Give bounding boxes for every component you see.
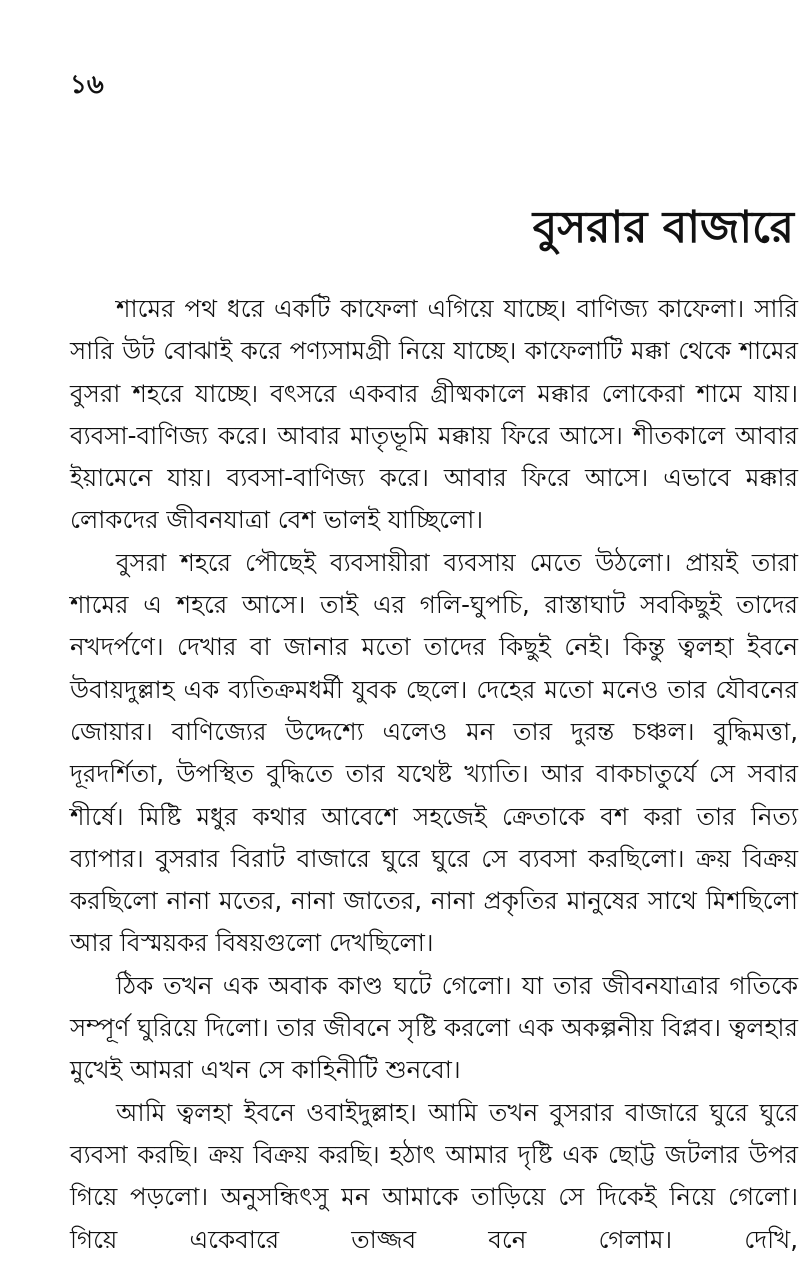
chapter-title: বুসরার বাজারে	[532, 202, 794, 253]
body-text	[70, 288, 798, 1261]
paragraph: শামের পথ ধরে একটি কাফেলা এগিয়ে যাচ্ছে। বাণিজ্য কাফেলা। সারি সারি উট বোঝাই করে পণ্যসামগ্রী নিয়ে যাচ্ছে। কাফেলাটি মক্কা থেকে শামের বুসরা শহরে যাচ্ছে। বৎসরে একবার গ্রীষ্মকালে মক্কার লোকেরা শামে যায়। ব্যবসা-বাণিজ্য করে। আবার মাতৃভূমি মক্কায় ফিরে আসে। শীতকালে আবার ইয়ামেনে যায়। ব্যবসা-বাণিজ্য করে। আবার ফিরে আসে। এভাবে মক্কার লোকদের জীবনযাত্রা বেশ ভালই যাচ্ছিলো।	[70, 294, 798, 535]
page-number: ১৬	[70, 70, 104, 100]
paragraph: ঠিক তখন এক অবাক কাণ্ড ঘটে গেলো। যা তার জীবনযাত্রার গতিকে সম্পূর্ণ ঘুরিয়ে দিলো। তার জীবনে সৃষ্টি করলো এক অকল্পনীয় বিপ্লব। ত্বলহার মুখেই আমরা এখন সে কাহিনীটি শুনবো।	[70, 970, 798, 1085]
paragraph: বুসরা শহরে পৌছেই ব্যবসায়ীরা ব্যবসায় মেতে উঠলো। প্রায়ই তারা শামের এ শহরে আসে। তাই এর গলি-ঘুপচি, রাস্তাঘাট সবকিছুই তাদের নখদর্পণে। দেখার বা জানার মতো তাদের কিছুই নেই। কিন্তু ত্বলহা ইবনে উবায়দুল্লাহ এক ব্যতিক্রমধর্মী যুবক ছেলে। দেহের মতো মনেও তার যৌবনের জোয়ার। বাণিজ্যের উদ্দেশ্যে এলেও মন তার দুরন্ত চঞ্চল। বুদ্ধিমত্তা, দূরদর্শিতা, উপস্থিত বুদ্ধিতে তার যথেষ্ট খ্যাতি। আর বাকচাতুর্যে সে সবার শীর্ষে। মিষ্টি মধুর কথার আবেশে সহজেই ক্রেতাকে বশ করা তার নিত্য ব্যাপার। বুসরার বিরাট বাজারে ঘুরে ঘুরে সে ব্যবসা করছিলো। ক্রয় বিক্রয় করছিলো নানা মতের, নানা জাতের, নানা প্রকৃতির মানুষের সাথে মিশছিলো আর বিস্ময়কর বিষয়গুলো দেখছিলো।	[70, 547, 798, 958]
paragraph: আমি ত্বলহা ইবনে ওবাইদুল্লাহ। আমি তখন বুসরার বাজারে ঘুরে ঘুরে ব্যবসা করছি। ক্রয় বিক্রয় করছি। হঠাৎ আমার দৃষ্টি এক ছোট্ট জটলার উপর গিয়ে পড়লো। অনুসন্ধিৎসু মন আমাকে তাড়িয়ে সে দিকেই নিয়ে গেলো। গিয়ে একেবারে তাজ্জব বনে গেলাম। দেখি,	[70, 1097, 798, 1254]
